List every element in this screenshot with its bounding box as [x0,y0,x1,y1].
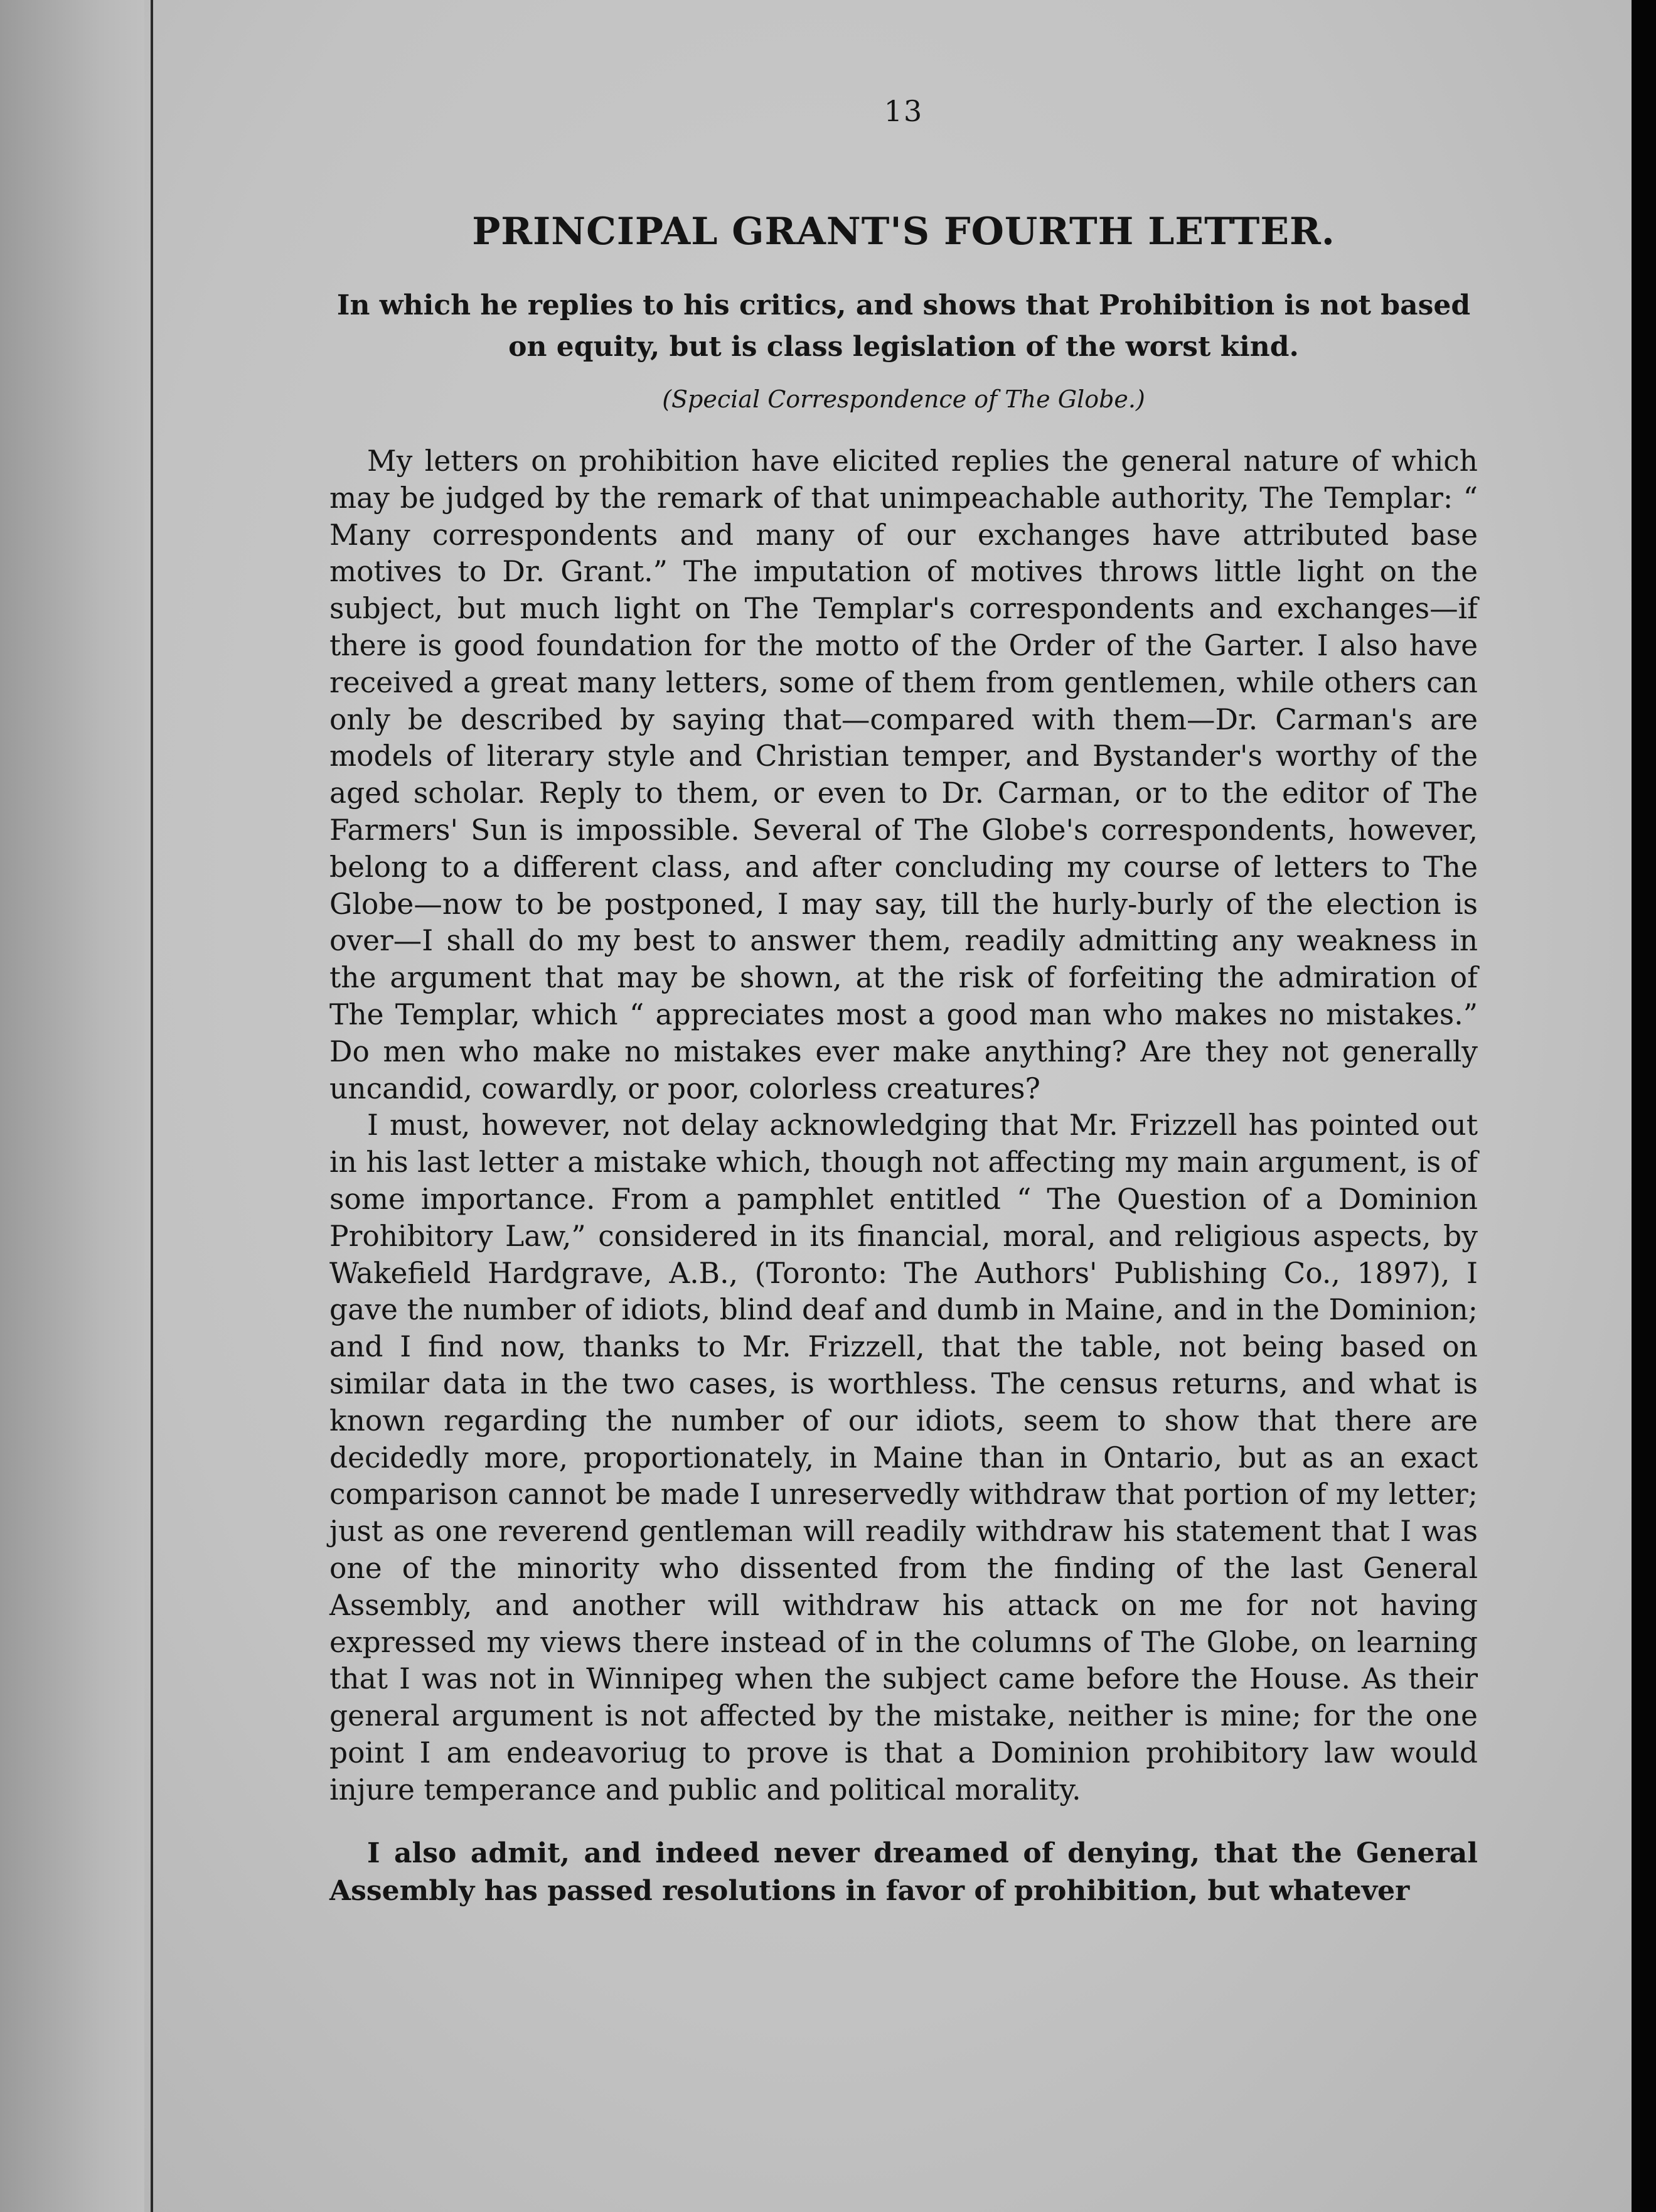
source-line: (Special Correspondence of The Globe.) [662,385,1145,413]
body-paragraph-1: My letters on prohibition have elicited replies the general nature of which may be judged by the remark of that unimpeachable authority, The Templar: “ Many correspondents and many of our exchanges have attributed base motives to Dr. Grant.” The imputation of motives throws little light on the subject, but much light on The Templar's correspondents and exchanges—if there is good foundation for the motto of the Order of the Garter. I also have received a great many letters, some of them from gentlemen, while others can only be described by saying that—compared with them—Dr. Carman's are models of literary style and Christian temper, and Bystander's worthy of the aged scholar. Reply to them, or even to Dr. Carman, or to the editor of The Farmers' Sun is impossible. Several of The Globe's correspondents, however, belong to a different class, and after concluding my course of letters to The Globe—now to be postponed, I may say, till the hurly-burly of the election is over—I shall do my best to answer them, readily admitting any weakness in the argument that may be shown, at the risk of forfeiting the admiration of The Templar, which “ appreciates most a good man who makes no mistakes.” Do men who make no mistakes ever make anything? Are they not generally uncandid, cowardly, or poor, colorless creatures? [329,444,1478,1105]
final-paragraph: I also admit, and indeed never dreamed of denying, that the General Assembly has passed resolutions in favor of prohibition, but whatever [329,1837,1478,1908]
page-content [329,94,1478,1910]
scan-border-right [1632,0,1656,2212]
letter-title: PRINCIPAL GRANT'S FOURTH LETTER. [472,210,1335,254]
binding-fold-line [151,0,153,2212]
binding-gutter [0,0,144,2212]
page-number: 13 [884,94,924,128]
letter-subtitle: In which he replies to his critics, and shows that Prohibition is not based on equity, but is class legislation of the worst kind. [336,289,1471,363]
letter-body [329,443,1478,1808]
body-paragraph-2: I must, however, not delay acknowledging that Mr. Frizzell has pointed out in his last letter a mistake which, though not affecting my main argument, is of some importance. From a pamphlet entitled “ The Question of a Dominion Prohibitory Law,” considered in its financial, moral, and religious aspects, by Wakefield Hardgrave, A.B., (Toronto: The Authors' Publishing Co., 1897), I gave the number of idiots, blind deaf and dumb in Maine, and in the Dominion; and I find now, thanks to Mr. Frizzell, that the table, not being based on similar data in the two cases, is worthless. The census returns, and what is known regarding the number of our idiots, seem to show that there are decidedly more, proportionately, in Maine than in Ontario, but as an exact comparison cannot be made I unreservedly withdraw that portion of my letter; just as one reverend gentleman will readily withdraw his statement that I was one of the minority who dissented from the finding of the last General Assembly, and another will withdraw his attack on me for not having expressed my views there instead of in the columns of The Globe, on learning that I was not in Winnipeg when the subject came before the House. As their general argument is not affected by the mistake, neither is mine; for the one point I am endeavoriug to prove is that a Dominion prohibitory law would injure temperance and public and political morality. [329,1109,1478,1807]
